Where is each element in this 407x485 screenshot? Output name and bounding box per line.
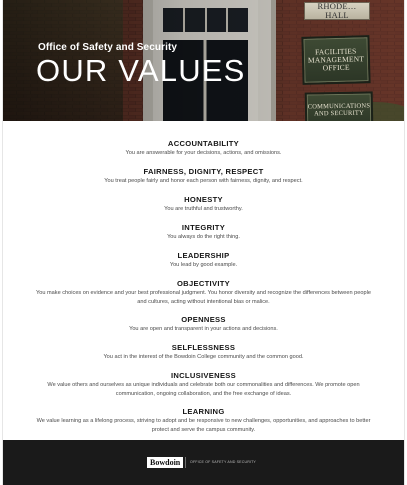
- value-description: You always do the right thing.: [167, 234, 240, 240]
- value-title: FAIRNESS, DIGNITY, RESPECT: [143, 167, 264, 176]
- value-description: You are truthful and trustworthy.: [164, 206, 243, 212]
- value-description: You lead by good example.: [169, 262, 238, 268]
- value-description: We value others and ourselves as unique individuals and celebrate both our commonalities and differences. We promote open communication, ongoing collaboration, and the free exchange of ideas.: [47, 382, 360, 397]
- value-openness: [3, 315, 404, 334]
- value-title: LEADERSHIP: [177, 251, 230, 260]
- value-leadership: [3, 251, 404, 270]
- footer-divider: [185, 457, 186, 468]
- facilities-sign: [301, 35, 370, 85]
- value-learning: [3, 407, 404, 434]
- footer-department: OFFICE OF SAFETY AND SECURITY: [190, 460, 256, 464]
- communications-sign: [305, 91, 374, 121]
- value-selflessness: [3, 343, 404, 362]
- value-title: OBJECTIVITY: [176, 279, 231, 288]
- building-sign: [304, 2, 370, 20]
- value-description: You treat people fairly and honor each person with fairness, dignity, and respect.: [104, 178, 303, 184]
- value-description: You make choices on evidence and your best professional judgment. You honor diversity and recognize the differences between people and cultures, acting without intentional bias or malice.: [36, 290, 371, 305]
- value-title: LEARNING: [182, 407, 225, 416]
- building-sign-text: RHODE… HALL: [317, 1, 357, 20]
- value-title: INTEGRITY: [181, 223, 226, 232]
- value-description: You act in the interest of the Bowdoin College community and the common good.: [103, 354, 304, 360]
- value-title: ACCOUNTABILITY: [167, 139, 240, 148]
- page-title: OUR VALUES: [36, 53, 246, 88]
- header-photo: [3, 0, 404, 121]
- value-integrity: [3, 223, 404, 242]
- bowdoin-logo: Bowdoin: [147, 457, 183, 468]
- value-description: We value learning as a lifelong process, striving to adopt and be responsive to new challenges, opportunities, and approaches to better protect and serve the campus community.: [36, 418, 371, 433]
- value-title: SELFLESSNESS: [171, 343, 236, 352]
- value-title: OPENNESS: [181, 315, 226, 324]
- value-honesty: [3, 195, 404, 214]
- value-description: You are open and transparent in your actions and decisions.: [129, 326, 278, 332]
- values-list: [3, 139, 404, 434]
- footer-bar: [3, 440, 404, 485]
- value-objectivity: [3, 279, 404, 306]
- value-description: You are answerable for your decisions, actions, and omissions.: [125, 150, 282, 156]
- facilities-sign-text: FACILITIES MANAGEMENT OFFICE: [307, 46, 365, 73]
- communications-sign-text: COMMUNICATIONS AND SECURITY: [307, 102, 371, 118]
- value-fairness-dignity-respect: [3, 167, 404, 186]
- value-inclusiveness: [3, 371, 404, 398]
- office-subtitle: Office of Safety and Security: [38, 42, 178, 53]
- value-title: INCLUSIVENESS: [170, 371, 237, 380]
- values-poster: [3, 0, 404, 485]
- value-title: HONESTY: [184, 195, 223, 204]
- value-accountability: [3, 139, 404, 158]
